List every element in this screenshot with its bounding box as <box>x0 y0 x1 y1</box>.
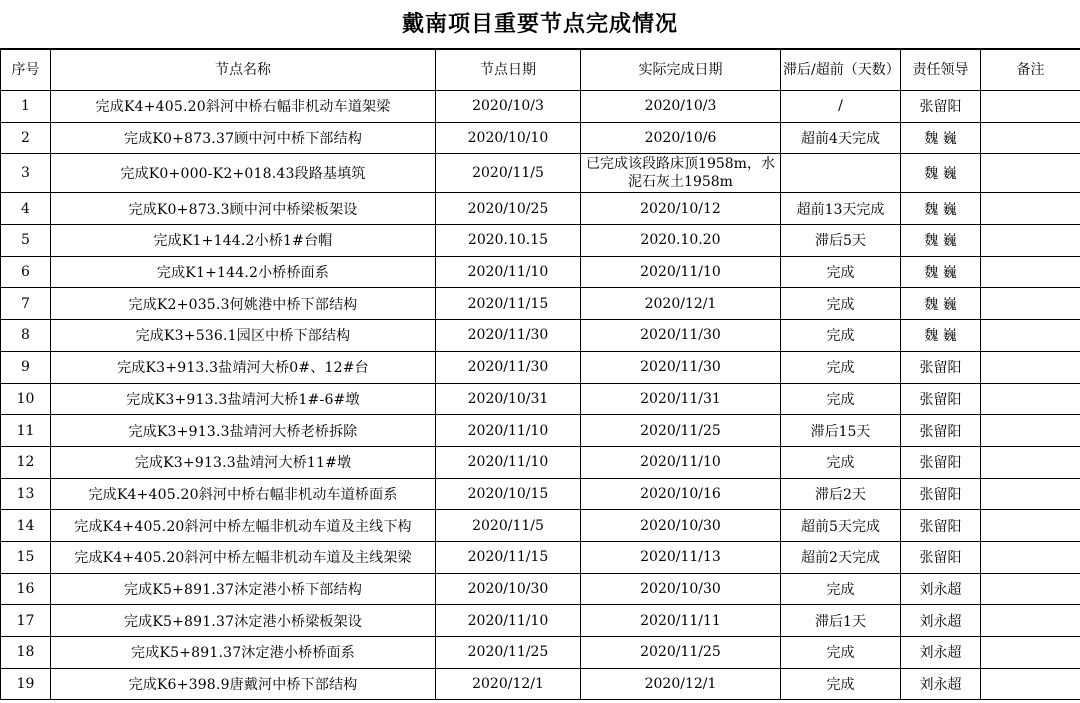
table-row <box>1 154 1080 193</box>
table-row <box>1 446 1080 478</box>
cell-planned-date: 2020/10/10 <box>436 122 581 154</box>
header-index: 序号 <box>1 50 51 91</box>
table-row <box>1 256 1080 288</box>
cell-leader: 魏 巍 <box>901 320 981 352</box>
cell-node-name: 完成K6+398.9唐戴河中桥下部结构 <box>51 668 436 700</box>
cell-planned-date: 2020/12/1 <box>436 668 581 700</box>
cell-index: 13 <box>1 478 51 510</box>
cell-actual-date: 2020/11/31 <box>581 383 781 415</box>
cell-leader: 张留阳 <box>901 415 981 447</box>
page-title: 戴南项目重要节点完成情况 <box>0 0 1080 49</box>
cell-leader: 张留阳 <box>901 351 981 383</box>
cell-note <box>981 320 1080 352</box>
cell-planned-date: 2020/11/10 <box>436 605 581 637</box>
cell-delay-advance: 完成 <box>781 573 901 605</box>
cell-index: 15 <box>1 541 51 573</box>
cell-index: 4 <box>1 193 51 225</box>
cell-note <box>981 415 1080 447</box>
cell-node-name: 完成K5+891.37沐定港小桥桥面系 <box>51 637 436 669</box>
cell-note <box>981 573 1080 605</box>
cell-note <box>981 446 1080 478</box>
table-row <box>1 288 1080 320</box>
cell-note <box>981 288 1080 320</box>
cell-actual-date: 2020/11/25 <box>581 415 781 447</box>
cell-actual-date: 2020/10/30 <box>581 510 781 542</box>
cell-leader: 张留阳 <box>901 541 981 573</box>
cell-actual-date: 2020/12/1 <box>581 288 781 320</box>
table-row <box>1 415 1080 447</box>
table-row <box>1 573 1080 605</box>
cell-node-name: 完成K0+000-K2+018.43段路基填筑 <box>51 154 436 193</box>
cell-note <box>981 478 1080 510</box>
cell-actual-date: 2020/11/10 <box>581 256 781 288</box>
cell-index: 3 <box>1 154 51 193</box>
cell-index: 5 <box>1 225 51 257</box>
cell-index: 8 <box>1 320 51 352</box>
cell-note <box>981 383 1080 415</box>
cell-planned-date: 2020/11/5 <box>436 154 581 193</box>
cell-note <box>981 605 1080 637</box>
cell-planned-date: 2020/10/30 <box>436 573 581 605</box>
cell-note <box>981 122 1080 154</box>
cell-index: 10 <box>1 383 51 415</box>
cell-planned-date: 2020/11/25 <box>436 637 581 669</box>
cell-node-name: 完成K3+913.3盐靖河大桥老桥拆除 <box>51 415 436 447</box>
cell-note <box>981 225 1080 257</box>
cell-index: 14 <box>1 510 51 542</box>
cell-leader: 魏 巍 <box>901 122 981 154</box>
cell-node-name: 完成K0+873.37顾中河中桥下部结构 <box>51 122 436 154</box>
cell-index: 1 <box>1 91 51 123</box>
cell-delay-advance: 完成 <box>781 668 901 700</box>
cell-leader: 刘永超 <box>901 605 981 637</box>
cell-delay-advance: 完成 <box>781 288 901 320</box>
cell-actual-date: 2020/10/12 <box>581 193 781 225</box>
cell-node-name: 完成K4+405.20斜河中桥右幅非机动车道架梁 <box>51 91 436 123</box>
cell-planned-date: 2020/10/31 <box>436 383 581 415</box>
cell-index: 9 <box>1 351 51 383</box>
cell-note <box>981 541 1080 573</box>
table-row <box>1 668 1080 700</box>
cell-leader: 张留阳 <box>901 510 981 542</box>
cell-delay-advance: 完成 <box>781 446 901 478</box>
cell-actual-date: 2020/11/30 <box>581 320 781 352</box>
cell-actual-date: 2020/10/30 <box>581 573 781 605</box>
cell-node-name: 完成K5+891.37沐定港小桥下部结构 <box>51 573 436 605</box>
table-body <box>1 91 1080 700</box>
cell-note <box>981 91 1080 123</box>
cell-leader: 张留阳 <box>901 446 981 478</box>
cell-planned-date: 2020/11/10 <box>436 446 581 478</box>
table-row <box>1 637 1080 669</box>
cell-planned-date: 2020/10/25 <box>436 193 581 225</box>
cell-actual-date: 2020/11/10 <box>581 446 781 478</box>
cell-actual-date: 2020/12/1 <box>581 668 781 700</box>
cell-node-name: 完成K4+405.20斜河中桥左幅非机动车道及主线下构 <box>51 510 436 542</box>
cell-index: 6 <box>1 256 51 288</box>
table-row <box>1 510 1080 542</box>
cell-actual-date: 已完成该段路床顶1958m，水泥石灰土1958m <box>581 154 781 193</box>
cell-index: 19 <box>1 668 51 700</box>
cell-index: 18 <box>1 637 51 669</box>
progress-table <box>0 49 1080 700</box>
cell-delay-advance <box>781 154 901 193</box>
cell-planned-date: 2020/11/15 <box>436 541 581 573</box>
table-row <box>1 122 1080 154</box>
header-planned-date: 节点日期 <box>436 50 581 91</box>
table-row <box>1 91 1080 123</box>
cell-actual-date: 2020/11/30 <box>581 351 781 383</box>
cell-delay-advance: 超前5天完成 <box>781 510 901 542</box>
cell-index: 16 <box>1 573 51 605</box>
cell-actual-date: 2020/10/3 <box>581 91 781 123</box>
cell-leader: 魏 巍 <box>901 288 981 320</box>
table-row <box>1 193 1080 225</box>
cell-planned-date: 2020/11/10 <box>436 256 581 288</box>
cell-actual-date: 2020/11/25 <box>581 637 781 669</box>
cell-leader: 刘永超 <box>901 573 981 605</box>
cell-delay-advance: 超前2天完成 <box>781 541 901 573</box>
table-row <box>1 605 1080 637</box>
cell-leader: 魏 巍 <box>901 225 981 257</box>
header-actual-date: 实际完成日期 <box>581 50 781 91</box>
cell-leader: 魏 巍 <box>901 256 981 288</box>
cell-note <box>981 256 1080 288</box>
cell-delay-advance: 滞后15天 <box>781 415 901 447</box>
cell-leader: 张留阳 <box>901 383 981 415</box>
cell-actual-date: 2020/10/16 <box>581 478 781 510</box>
cell-planned-date: 2020/10/3 <box>436 91 581 123</box>
cell-planned-date: 2020/11/15 <box>436 288 581 320</box>
cell-node-name: 完成K3+913.3盐靖河大桥1#-6#墩 <box>51 383 436 415</box>
cell-index: 12 <box>1 446 51 478</box>
header-note: 备注 <box>981 50 1080 91</box>
cell-index: 11 <box>1 415 51 447</box>
cell-delay-advance: 滞后5天 <box>781 225 901 257</box>
cell-delay-advance: 滞后2天 <box>781 478 901 510</box>
cell-leader: 魏 巍 <box>901 154 981 193</box>
cell-planned-date: 2020/11/30 <box>436 351 581 383</box>
cell-leader: 张留阳 <box>901 91 981 123</box>
cell-note <box>981 668 1080 700</box>
cell-node-name: 完成K2+035.3何姚港中桥下部结构 <box>51 288 436 320</box>
cell-delay-advance: 完成 <box>781 637 901 669</box>
cell-note <box>981 637 1080 669</box>
cell-planned-date: 2020/11/30 <box>436 320 581 352</box>
cell-index: 2 <box>1 122 51 154</box>
table-row <box>1 351 1080 383</box>
cell-delay-advance: 滞后1天 <box>781 605 901 637</box>
cell-note <box>981 154 1080 193</box>
cell-actual-date: 2020/11/11 <box>581 605 781 637</box>
cell-node-name: 完成K0+873.3顾中河中桥梁板架设 <box>51 193 436 225</box>
header-node-name: 节点名称 <box>51 50 436 91</box>
cell-planned-date: 2020.10.15 <box>436 225 581 257</box>
table-row <box>1 383 1080 415</box>
cell-node-name: 完成K3+536.1园区中桥下部结构 <box>51 320 436 352</box>
cell-delay-advance: 超前4天完成 <box>781 122 901 154</box>
cell-note <box>981 510 1080 542</box>
cell-planned-date: 2020/11/5 <box>436 510 581 542</box>
cell-node-name: 完成K3+913.3盐靖河大桥11#墩 <box>51 446 436 478</box>
cell-delay-advance: 完成 <box>781 256 901 288</box>
cell-leader: 刘永超 <box>901 668 981 700</box>
cell-planned-date: 2020/10/15 <box>436 478 581 510</box>
cell-node-name: 完成K1+144.2小桥1#台帽 <box>51 225 436 257</box>
header-leader: 责任领导 <box>901 50 981 91</box>
cell-delay-advance: 完成 <box>781 383 901 415</box>
header-delay-advance: 滞后/超前（天数） <box>781 50 901 91</box>
cell-note <box>981 193 1080 225</box>
cell-leader: 魏 巍 <box>901 193 981 225</box>
cell-planned-date: 2020/11/10 <box>436 415 581 447</box>
cell-leader: 张留阳 <box>901 478 981 510</box>
cell-actual-date: 2020/11/13 <box>581 541 781 573</box>
cell-leader: 刘永超 <box>901 637 981 669</box>
cell-delay-advance: 超前13天完成 <box>781 193 901 225</box>
cell-node-name: 完成K4+405.20斜河中桥右幅非机动车道桥面系 <box>51 478 436 510</box>
cell-node-name: 完成K3+913.3盐靖河大桥0#、12#台 <box>51 351 436 383</box>
cell-node-name: 完成K1+144.2小桥桥面系 <box>51 256 436 288</box>
cell-index: 7 <box>1 288 51 320</box>
cell-node-name: 完成K5+891.37沐定港小桥梁板架设 <box>51 605 436 637</box>
table-header-row <box>1 50 1080 91</box>
cell-delay-advance: 完成 <box>781 351 901 383</box>
cell-delay-advance: / <box>781 91 901 123</box>
cell-delay-advance: 完成 <box>781 320 901 352</box>
table-row <box>1 478 1080 510</box>
cell-index: 17 <box>1 605 51 637</box>
table-row <box>1 541 1080 573</box>
cell-note <box>981 351 1080 383</box>
cell-actual-date: 2020.10.20 <box>581 225 781 257</box>
table-row <box>1 225 1080 257</box>
table-row <box>1 320 1080 352</box>
cell-actual-date: 2020/10/6 <box>581 122 781 154</box>
cell-node-name: 完成K4+405.20斜河中桥左幅非机动车道及主线架梁 <box>51 541 436 573</box>
